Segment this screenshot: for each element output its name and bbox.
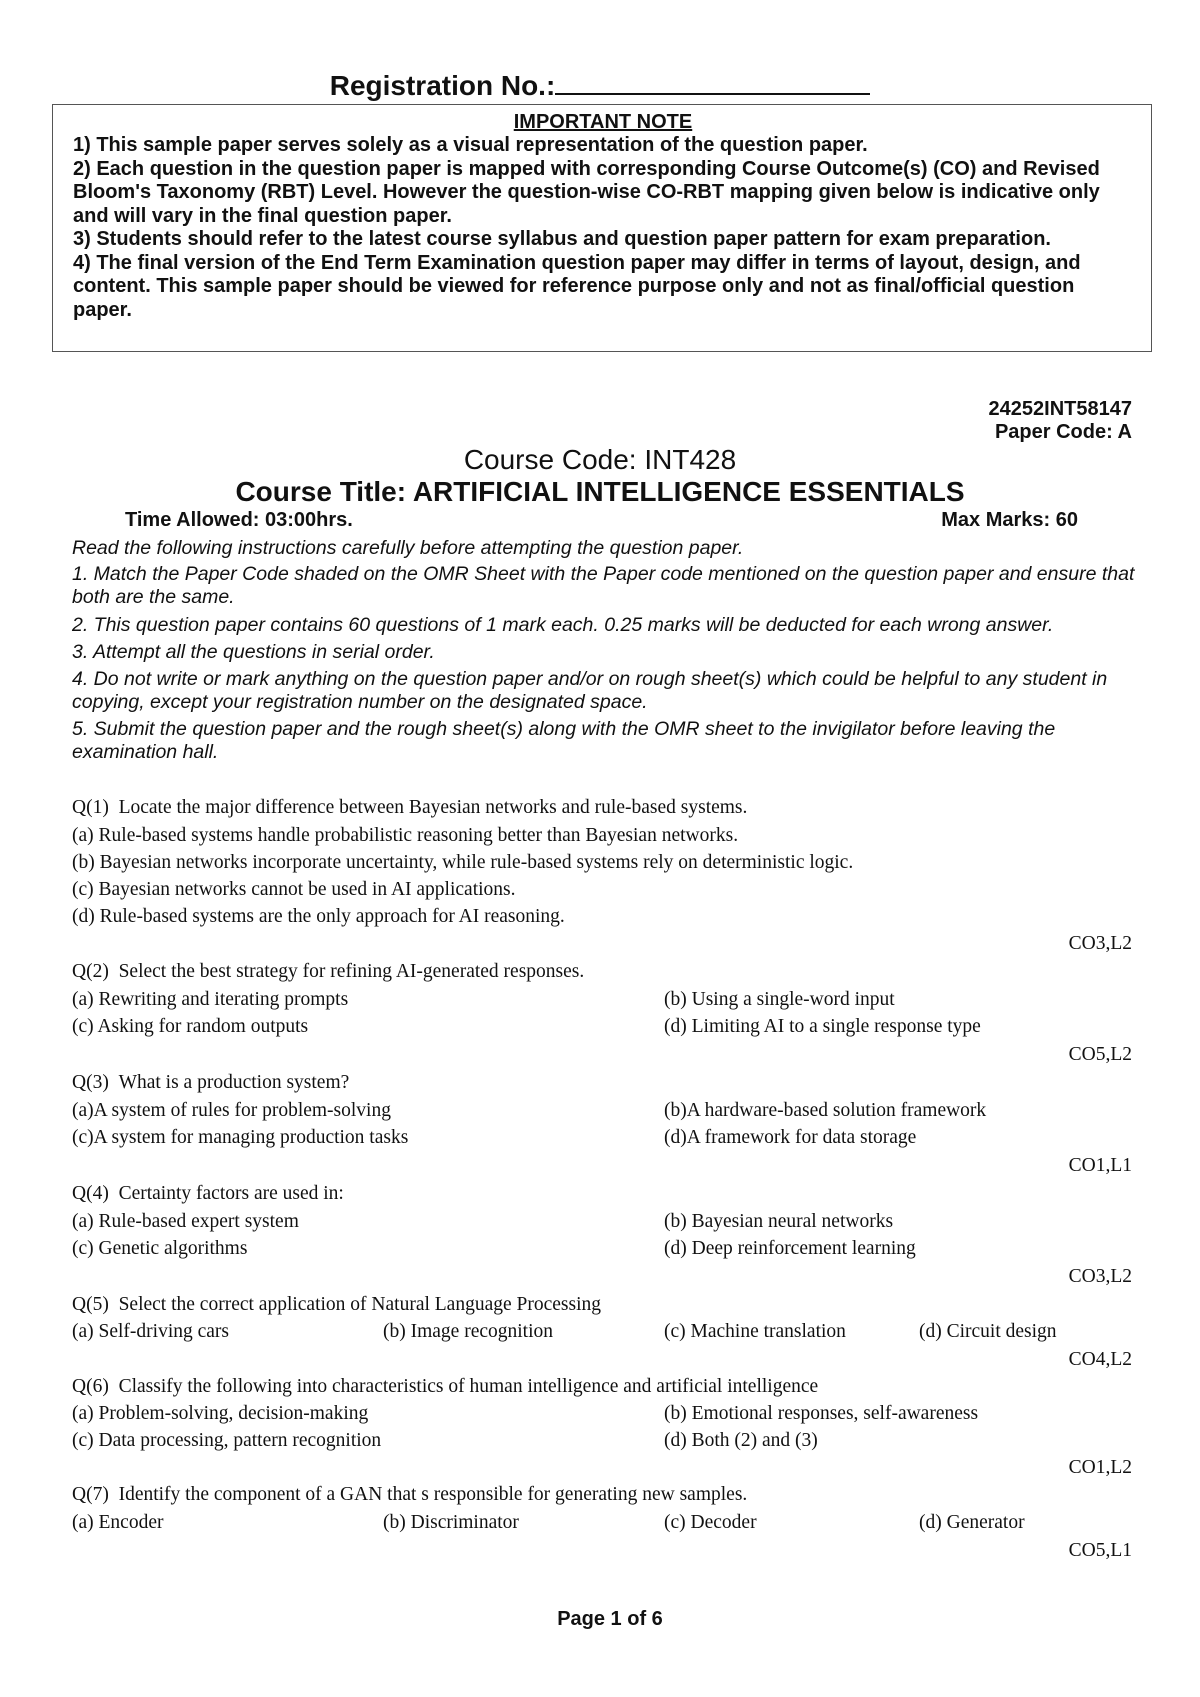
question-1	[72, 797, 747, 819]
q7-option-b: (b) Discriminator	[383, 1512, 519, 1533]
course-code: Course Code: INT428	[463, 444, 737, 475]
q7-co-level: CO5,L1	[1068, 1540, 1132, 1561]
question-6	[72, 1376, 818, 1398]
q2-option-b: (b) Using a single-word input	[664, 989, 895, 1010]
paper-code: Paper Code: A	[994, 421, 1132, 443]
q5-co-level: CO4,L2	[1068, 1349, 1132, 1370]
registration-blank-line	[555, 71, 870, 95]
q6-option-a: (a) Problem-solving, decision-making	[72, 1403, 369, 1424]
q6-option-c: (c) Data processing, pattern recognition	[72, 1430, 382, 1451]
important-note-box	[52, 104, 1152, 352]
q1-option-c: (c) Bayesian networks cannot be used in AI applications.	[72, 879, 516, 900]
q2-co-level: CO5,L2	[1068, 1044, 1132, 1065]
course-title: Course Title: ARTIFICIAL INTELLIGENCE ESSENTIALS	[235, 476, 965, 507]
instructions-intro: Read the following instructions carefully before attempting the question paper.	[72, 537, 744, 559]
important-note-title: IMPORTANT NOTE	[513, 111, 693, 133]
registration-number-field	[0, 70, 1200, 102]
q5-option-a: (a) Self-driving cars	[72, 1321, 230, 1342]
question-text: Certainty factors are used in:	[118, 1183, 344, 1204]
q2-option-d: (d) Limiting AI to a single response type	[664, 1016, 981, 1037]
page-number: Page 1 of 6	[557, 1608, 663, 1630]
question-2	[72, 961, 584, 983]
note-point-1: 1) This sample paper serves solely as a visual representation of the question paper.	[73, 134, 868, 156]
q2-option-c: (c) Asking for random outputs	[72, 1016, 309, 1037]
q3-option-c: (c)A system for managing production tasks	[72, 1127, 409, 1148]
question-number: Q(7)	[72, 1484, 109, 1505]
question-number: Q(6)	[72, 1376, 109, 1397]
note-point-3: 3) Students should refer to the latest course syllabus and question paper pattern for exam preparation.	[73, 228, 1051, 250]
q1-co-level: CO3,L2	[1068, 933, 1132, 954]
q1-option-a: (a) Rule-based systems handle probabilistic reasoning better than Bayesian networks.	[72, 825, 739, 846]
q3-co-level: CO1,L1	[1068, 1155, 1132, 1176]
question-7	[72, 1484, 747, 1506]
question-text: Select the correct application of Natural Language Processing	[118, 1294, 602, 1315]
q7-option-c: (c) Decoder	[664, 1512, 757, 1533]
question-text: Classify the following into characteristics of human intelligence and artificial intelligence	[118, 1376, 819, 1397]
q3-option-b: (b)A hardware-based solution framework	[664, 1100, 987, 1121]
q2-option-a: (a) Rewriting and iterating prompts	[72, 989, 349, 1010]
question-4	[72, 1183, 344, 1205]
q4-option-c: (c) Genetic algorithms	[72, 1238, 248, 1259]
registration-label: Registration No.:	[329, 70, 556, 101]
q5-option-c: (c) Machine translation	[664, 1321, 846, 1342]
note-point-4: 4) The final version of the End Term Examination question paper may differ in terms of layout, design, and content. This sample paper should be viewed for reference purpose only and not as final/official question paper.	[73, 251, 1081, 321]
question-number: Q(5)	[72, 1294, 109, 1315]
instruction-2: 2. This question paper contains 60 questions of 1 mark each. 0.25 marks will be deducted for each wrong answer.	[72, 614, 1054, 636]
q3-option-d: (d)A framework for data storage	[664, 1127, 917, 1148]
q6-option-d: (d) Both (2) and (3)	[664, 1430, 818, 1451]
instruction-3: 3. Attempt all the questions in serial order.	[72, 641, 435, 663]
question-number: Q(2)	[72, 961, 109, 982]
q5-option-b: (b) Image recognition	[383, 1321, 554, 1342]
q4-option-d: (d) Deep reinforcement learning	[664, 1238, 916, 1259]
q1-option-d: (d) Rule-based systems are the only approach for AI reasoning.	[72, 906, 565, 927]
question-text: What is a production system?	[118, 1072, 350, 1093]
question-text: Locate the major difference between Bayesian networks and rule-based systems.	[118, 797, 748, 818]
q7-option-d: (d) Generator	[919, 1512, 1025, 1533]
q5-option-d: (d) Circuit design	[919, 1321, 1057, 1342]
question-5	[72, 1294, 601, 1316]
max-marks: Max Marks: 60	[941, 509, 1078, 531]
note-point-2: 2) Each question in the question paper is mapped with corresponding Course Outcome(s) (CO) and Revised Bloom's Taxonomy (RBT) Level. However the question-wise CO-RBT mapping given below is indicative only and will vary in the final question paper.	[73, 157, 1100, 227]
q4-option-b: (b) Bayesian neural networks	[664, 1211, 894, 1232]
question-number: Q(4)	[72, 1183, 109, 1204]
q7-option-a: (a) Encoder	[72, 1512, 164, 1533]
q4-option-a: (a) Rule-based expert system	[72, 1211, 299, 1232]
q3-option-a: (a)A system of rules for problem-solving	[72, 1100, 391, 1121]
question-3	[72, 1072, 349, 1094]
q1-option-b: (b) Bayesian networks incorporate uncertainty, while rule-based systems rely on deterministic logic.	[72, 852, 854, 873]
paper-serial-number: 24252INT58147	[988, 398, 1132, 420]
instruction-4: 4. Do not write or mark anything on the question paper and/or on rough sheet(s) which could be helpful to any student in copying, except your registration number on the designated space.	[72, 668, 1108, 713]
instruction-5: 5. Submit the question paper and the rough sheet(s) along with the OMR sheet to the invigilator before leaving the examination hall.	[72, 718, 1056, 763]
question-number: Q(1)	[72, 797, 109, 818]
question-number: Q(3)	[72, 1072, 109, 1093]
q6-option-b: (b) Emotional responses, self-awareness	[664, 1403, 979, 1424]
q4-co-level: CO3,L2	[1068, 1266, 1132, 1287]
question-text: Select the best strategy for refining AI-generated responses.	[118, 961, 585, 982]
question-text: Identify the component of a GAN that s responsible for generating new samples.	[118, 1484, 748, 1505]
q6-co-level: CO1,L2	[1068, 1457, 1132, 1478]
instruction-1: 1. Match the Paper Code shaded on the OMR Sheet with the Paper code mentioned on the question paper and ensure that both are the same.	[72, 563, 1135, 608]
time-allowed: Time Allowed: 03:00hrs.	[125, 509, 353, 531]
